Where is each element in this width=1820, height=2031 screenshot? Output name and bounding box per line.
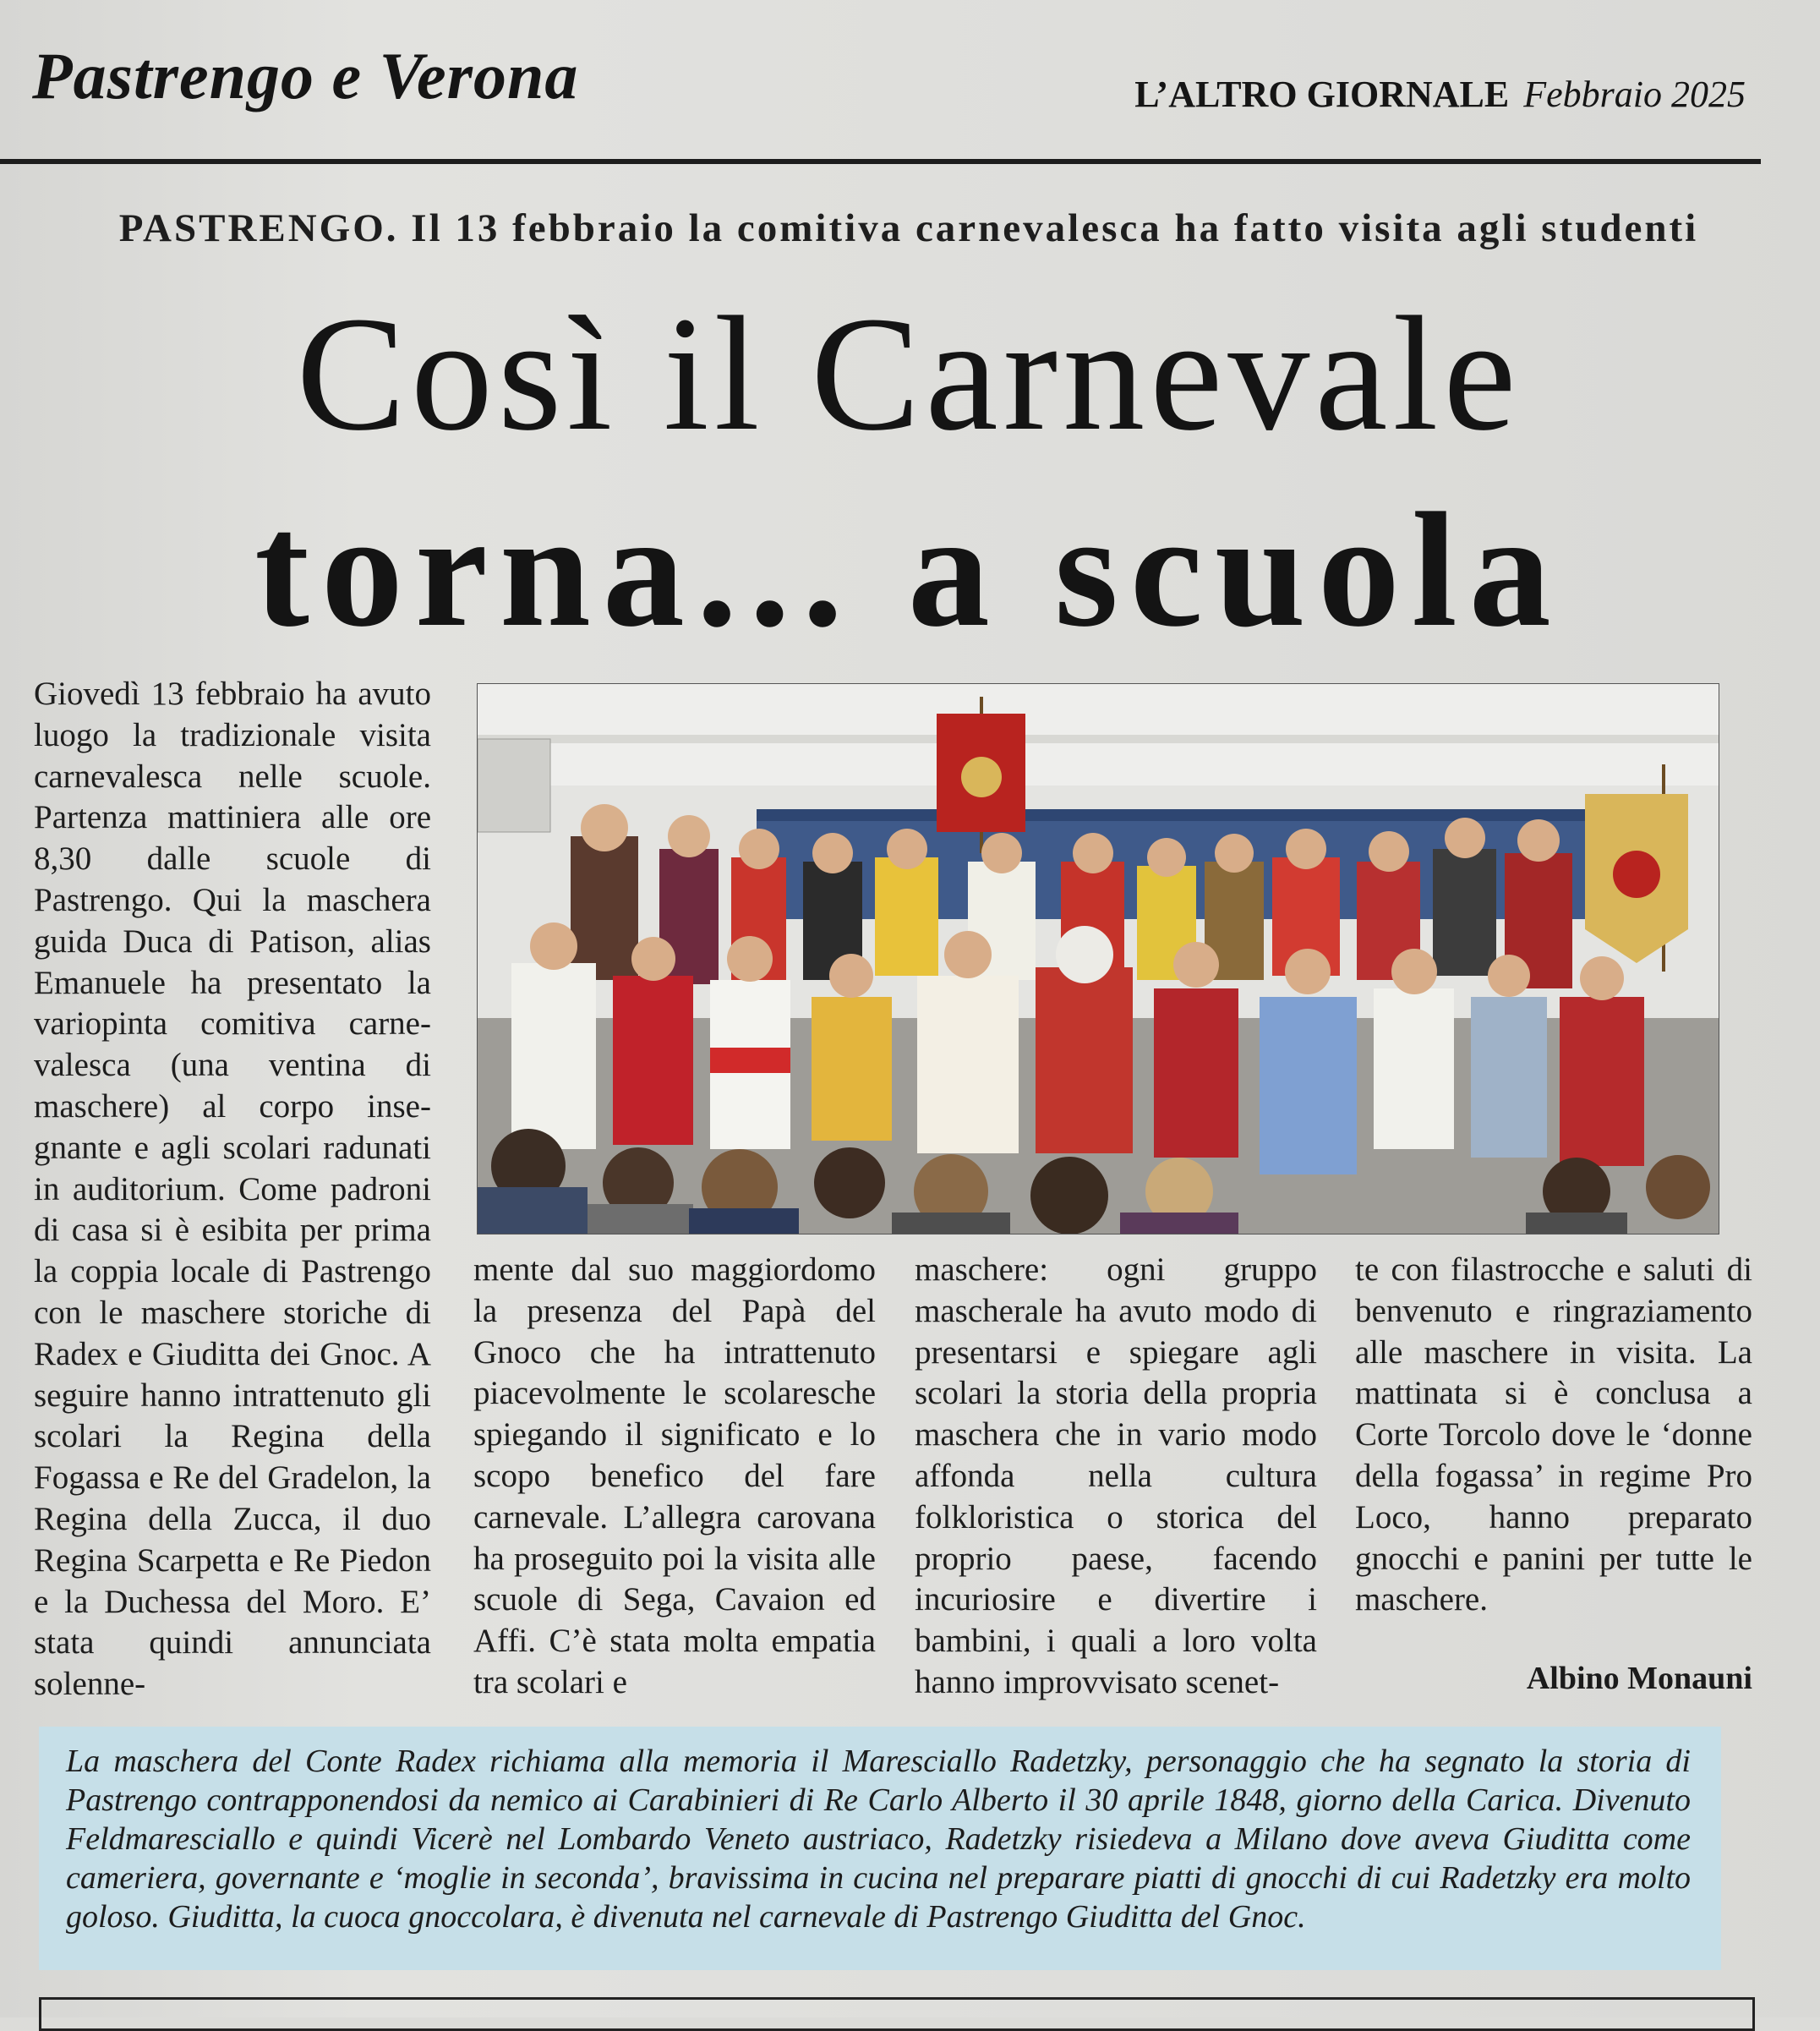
- article-kicker: PASTRENGO. Il 13 febbraio la comitiva carnevalesca ha fatto visita agli studenti: [118, 206, 1699, 250]
- article-photo: [477, 683, 1719, 1234]
- sidebar-box: [39, 1727, 1721, 1970]
- section-title: Pastrengo e Verona: [32, 39, 579, 112]
- issue-date: Febbraio 2025: [1523, 74, 1746, 115]
- article-column-4: te con filastrocche e saluti di benvenuto e ringraziamento alle maschere in visita. La mattinata si è conclusa a Corte Torcolo dove le ‘donne della fogassa’ in regime Pro Loco, hanno preparato gnocchi e panini per tutte le maschere.: [1355, 1251, 1752, 1618]
- sidebar-text: La maschera del Conte Radex richiama alla memoria il Maresciallo Radetzky, personaggio che ha segnato la storia di Pastrengo contrapponendosi da nemico ai Carabinieri di Re Carlo Alberto il 30 aprile 1848, giorno della Carica. Divenuto Feldmaresciallo e quindi Vicerè nel Lombardo Veneto austriaco, Radetzky risiedeva a Milano dove aveva Giuditta come cameriera, governante e ‘moglie in seconda’, bravissima in cucina nel preparare piatti di gnocchi di cui Radetzky era molto goloso. Giuditta, la cuoca gnoccolara, è divenuta nel carnevale di Pastrengo Giuditta del Gnoc.: [66, 1744, 1691, 1935]
- headline-line-2: torna... a scuola: [254, 479, 1563, 660]
- header-rule: [0, 159, 1761, 164]
- article-headline: [51, 276, 1767, 668]
- article-byline: Albino Monauni: [1526, 1661, 1752, 1696]
- masthead: [1134, 69, 1746, 120]
- headline-line-1: Così il Carnevale: [296, 282, 1522, 464]
- article-column-2: mente dal suo maggiordomo la presenza del Papà del Gnoco che ha intrattenuto piacevolmente le scolaresche spiegando il significato e lo scopo benefico del fare carnevale. L’allegra carovana ha proseguito poi la visita alle scuole di Sega, Cavaion ed Affi. C’è stata molta empatia tra scolari e: [473, 1251, 876, 1700]
- article-column-1: Giovedì 13 febbraio ha avuto luogo la tradizionale visita carnevalesca nelle scuole. Partenza mattiniera alle ore 8,30 dalle scuole di Pastrengo. Qui la maschera guida Duca di Patison, alias Emanuele ha presentato la variopinta comitiva carnevalesca (una ventina di maschere) al corpo insegnante e agli scolari radunati in auditorium. Come padroni di casa si è esibita per prima la coppia locale di Pastrengo con le maschere storiche di Radex e Giuditta dei Gnoc. A seguire hanno intrattenuto gli scolari la Regina della Fogassa e Re del Gradelon, la Regina della Zucca, il duo Regina Scarpetta e Re Piedon e la Duchessa del Moro. E’ stata quindi annunciata solenne-: [34, 676, 431, 1703]
- paper-name: L’ALTRO GIORNALE: [1134, 74, 1510, 115]
- next-article-frame: [39, 1997, 1755, 2031]
- article-column-3: maschere: ogni gruppo mascherale ha avuto modo di presentarsi e spiegare agli scolari la storia della propria maschera che in vario modo affonda nella cultura folkloristica o storica del proprio paese, facendo incuriosire e divertire i bambini, i quali a loro volta hanno improvvisato scenet-: [915, 1251, 1317, 1700]
